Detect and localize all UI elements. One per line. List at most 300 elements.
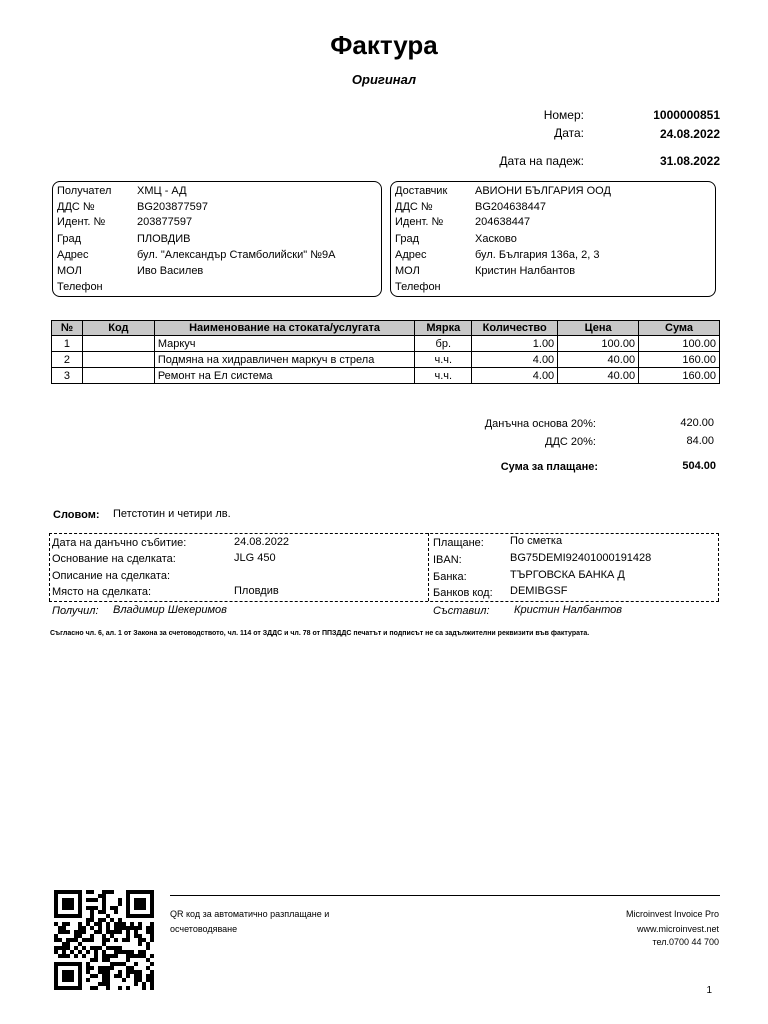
qr-module [66,898,70,902]
page-title: Фактура [330,30,438,60]
cell-number: 3 [52,368,83,384]
qr-module [66,974,70,978]
qr-module [150,978,154,982]
qr-module [78,942,82,946]
qr-module [134,906,138,910]
qr-module [138,906,142,910]
qr-module [114,926,118,930]
qr-module [134,926,138,930]
cell-unit: ч.ч. [415,368,472,384]
qr-module [138,898,142,902]
qr-module [94,922,98,926]
qr-module [106,890,110,894]
qr-module [106,954,110,958]
cell-price: 40.00 [558,352,639,368]
qr-module [110,946,114,950]
qr-module [70,890,74,894]
qr-module [58,946,62,950]
qr-module [86,890,90,894]
cell-quantity: 4.00 [472,368,558,384]
qr-module [150,954,154,958]
qr-module [78,982,82,986]
qr-module [78,910,82,914]
qr-module [142,914,146,918]
qr-module [126,926,130,930]
qr-module [78,930,82,934]
qr-module [126,890,130,894]
qr-module [62,946,66,950]
qr-module [70,970,74,974]
qr-module [118,922,122,926]
qr-module [126,894,130,898]
qr-module [102,894,106,898]
qr-module [106,922,110,926]
qr-module [94,974,98,978]
qr-module [130,890,134,894]
tax-event-date-value: 24.08.2022 [234,536,290,548]
qr-module [86,922,90,926]
qr-module [118,918,122,922]
qr-module [78,974,82,978]
cell-name: Маркуч [154,336,415,352]
qr-module [86,918,90,922]
qr-module [62,902,66,906]
qr-module [102,906,106,910]
qr-module [78,950,82,954]
qr-module [150,898,154,902]
qr-module [94,950,98,954]
qr-module [134,934,138,938]
qr-module [86,938,90,942]
qr-module [102,890,106,894]
qr-module [58,914,62,918]
qr-module [78,966,82,970]
qr-module [98,982,102,986]
qr-module [106,986,110,990]
supplier-row-id: Идент. № 204638447 [395,216,531,228]
invoice-date-value: 24.08.2022 [659,127,720,141]
qr-module [122,938,126,942]
qr-module [126,898,130,902]
qr-module [126,966,130,970]
qr-module [142,950,146,954]
recipient-row-address: Адрес бул. "Александър Стамболийски" №9А [57,249,336,261]
tax-base-label: Данъчна основа 20%: [484,418,596,430]
qr-module [118,974,122,978]
qr-module [146,914,150,918]
qr-module [66,962,70,966]
qr-module [138,890,142,894]
qr-module [86,906,90,910]
qr-module [138,950,142,954]
qr-module [58,938,62,942]
qr-module [98,910,102,914]
qr-module [106,978,110,982]
qr-module [126,986,130,990]
iban-value: BG75DEMI92401000191428 [510,552,652,564]
qr-module [130,922,134,926]
qr-module [130,926,134,930]
qr-module [134,890,138,894]
qr-module [138,954,142,958]
qr-module [94,946,98,950]
qr-module [106,982,110,986]
qr-module [126,914,130,918]
qr-module [146,966,150,970]
due-date-label: Дата на падеж: [499,154,584,168]
qr-module [90,898,94,902]
cell-sum: 160.00 [639,352,720,368]
qr-module [66,938,70,942]
qr-module [106,966,110,970]
details-left-border [49,533,50,601]
qr-caption-line1: QR код за автоматично разплащане и [170,909,330,919]
cell-number: 2 [52,352,83,368]
recipient-row-city: Град ПЛОВДИВ [57,233,191,245]
qr-module [106,938,110,942]
qr-module [82,926,86,930]
qr-module [98,922,102,926]
qr-module [54,962,58,966]
qr-module [142,982,146,986]
qr-module [90,890,94,894]
qr-module [54,902,58,906]
qr-module [102,918,106,922]
qr-module [130,970,134,974]
legal-note: Съгласно чл. 6, ал. 1 от Закона за счетоводството, чл. 114 от ЗДДС и чл. 78 от ППЗДДС печатът и подписът не са задължителни реквизити във фактурата. [50,630,590,637]
col-header-code: Код [82,321,154,336]
items-table [51,320,720,384]
qr-module [70,950,74,954]
qr-module [94,954,98,958]
qr-module [62,906,66,910]
qr-module [126,954,130,958]
qr-module [146,958,150,962]
supplier-row-city: Град Хасково [395,233,517,245]
recipient-box [52,181,382,297]
qr-module [102,966,106,970]
qr-module [78,926,82,930]
qr-module [142,954,146,958]
qr-module [90,958,94,962]
qr-module [78,978,82,982]
qr-module [138,902,142,906]
qr-module [78,934,82,938]
qr-module [70,962,74,966]
qr-module [82,930,86,934]
qr-module [126,950,130,954]
details-top-border [49,533,719,534]
qr-module [150,938,154,942]
qr-module [70,938,74,942]
qr-module [150,902,154,906]
qr-module [102,974,106,978]
qr-module [78,894,82,898]
qr-module [78,898,82,902]
qr-module [114,938,118,942]
qr-module [114,954,118,958]
qr-module [70,974,74,978]
tax-event-date-label: Дата на данъчно събитие: [52,537,187,549]
qr-module [70,898,74,902]
footer-divider [170,895,720,896]
qr-module [106,926,110,930]
cell-sum: 100.00 [639,336,720,352]
qr-module [74,890,78,894]
qr-module [66,942,70,946]
qr-module [102,970,106,974]
qr-module [74,934,78,938]
qr-module [90,966,94,970]
qr-module [150,986,154,990]
qr-module [62,986,66,990]
qr-module [130,914,134,918]
qr-module [150,974,154,978]
bank-code-label: Банков код: [433,587,493,599]
items-header-row [52,321,720,336]
cell-price: 40.00 [558,368,639,384]
deal-place-label: Място на сделката: [52,586,152,598]
qr-module [70,978,74,982]
qr-module [78,902,82,906]
qr-module [54,894,58,898]
qr-module [90,926,94,930]
qr-module [70,914,74,918]
supplier-row-phone: Телефон [395,281,441,293]
qr-module [90,906,94,910]
qr-module [142,898,146,902]
invoice-date-label: Дата: [554,126,584,140]
qr-module [146,978,150,982]
col-header-number: № [52,321,83,336]
qr-module [102,898,106,902]
qr-module [118,946,122,950]
qr-module [98,970,102,974]
qr-module [110,930,114,934]
qr-module [130,950,134,954]
qr-module [134,898,138,902]
qr-module [74,930,78,934]
qr-module [66,890,70,894]
qr-module [126,934,130,938]
qr-module [126,970,130,974]
qr-module [122,962,126,966]
qr-module [98,966,102,970]
qr-module [102,950,106,954]
cell-code [82,336,154,352]
qr-module [58,962,62,966]
qr-module [54,978,58,982]
qr-module [58,926,62,930]
qr-module [114,922,118,926]
in-words-label: Словом: [53,509,100,521]
qr-module [86,950,90,954]
qr-module [114,974,118,978]
recipient-row-phone: Телефон [57,281,103,293]
qr-module [134,970,138,974]
qr-module [98,894,102,898]
qr-module [54,934,58,938]
qr-module [118,902,122,906]
qr-module [86,898,90,902]
qr-module [118,986,122,990]
qr-module [74,938,78,942]
qr-module [102,934,106,938]
document-subtitle: Оригинал [351,72,417,87]
qr-module [90,938,94,942]
qr-module [150,934,154,938]
compiled-by-label: Съставил: [433,605,490,617]
details-right-border [718,533,719,601]
qr-module [70,986,74,990]
qr-module [62,914,66,918]
qr-module [54,946,58,950]
qr-module [90,934,94,938]
qr-module [106,914,110,918]
qr-module [62,978,66,982]
qr-module [146,946,150,950]
software-name: Microinvest Invoice Pro [625,909,719,919]
qr-module [66,954,70,958]
qr-module [62,922,66,926]
qr-module [54,898,58,902]
qr-module [82,938,86,942]
qr-module [90,974,94,978]
qr-module [138,926,142,930]
in-words-value: Петстотин и четири лв. [113,508,231,520]
qr-module [122,950,126,954]
qr-module [138,934,142,938]
qr-module [82,954,86,958]
qr-module [146,942,150,946]
supplier-row-address: Адрес бул. България 136а, 2, 3 [395,249,600,261]
qr-module [126,906,130,910]
qr-module [146,930,150,934]
qr-module [98,930,102,934]
qr-module [62,962,66,966]
qr-module [66,914,70,918]
qr-module [126,938,130,942]
qr-module [66,902,70,906]
qr-module [122,922,126,926]
qr-module [150,970,154,974]
qr-module [146,974,150,978]
qr-module [90,946,94,950]
total-payable-label: Сума за плащане: [500,461,598,473]
qr-module [114,910,118,914]
qr-module [110,890,114,894]
qr-module [98,918,102,922]
invoice-number-label: Номер: [543,108,584,122]
recipient-row-vat: ДДС № BG203877597 [57,201,208,213]
qr-module [54,982,58,986]
qr-module [110,918,114,922]
qr-module [58,954,62,958]
qr-module [58,890,62,894]
received-by-label: Получил: [52,605,99,617]
qr-module [62,954,66,958]
compiled-by-value: Кристин Налбантов [514,604,623,616]
qr-module [138,970,142,974]
qr-module [106,974,110,978]
qr-module [74,954,78,958]
qr-module [150,962,154,966]
iban-label: IBAN: [433,554,462,566]
qr-module [118,970,122,974]
cell-price: 100.00 [558,336,639,352]
qr-module [150,910,154,914]
qr-module [106,970,110,974]
cell-sum: 160.00 [639,368,720,384]
qr-module [78,962,82,966]
vat-value: 84.00 [686,435,714,447]
qr-module [134,978,138,982]
qr-module [62,942,66,946]
qr-module [90,914,94,918]
qr-module [62,950,66,954]
cell-code [82,352,154,368]
tax-base-value: 420.00 [680,417,714,429]
qr-caption-line2: осчетоводяване [170,924,238,934]
qr-module [142,938,146,942]
software-website: www.microinvest.net [636,924,719,934]
qr-module [54,922,58,926]
qr-module [138,938,142,942]
qr-module [62,930,66,934]
qr-module [142,902,146,906]
qr-module [150,914,154,918]
qr-module [102,978,106,982]
qr-code-image [52,890,156,990]
qr-module [134,974,138,978]
qr-module [90,918,94,922]
qr-module [78,914,82,918]
qr-module [82,946,86,950]
qr-module [78,986,82,990]
qr-module [58,930,62,934]
qr-module [62,974,66,978]
qr-module [54,970,58,974]
qr-module [74,946,78,950]
supplier-row-manager: МОЛ Кристин Налбантов [395,265,576,277]
qr-module [122,978,126,982]
qr-module [86,978,90,982]
qr-module [94,906,98,910]
qr-module [54,906,58,910]
page-number: 1 [706,985,712,996]
supplier-row-vat: ДДС № BG204638447 [395,201,546,213]
deal-place-value: Пловдив [234,585,279,597]
cell-name: Подмяна на хидравличен маркуч в стрела [154,352,415,368]
qr-module [110,954,114,958]
qr-module [102,910,106,914]
qr-module [118,950,122,954]
qr-module [98,946,102,950]
qr-module [102,942,106,946]
deal-basis-label: Основание на сделката: [52,553,176,565]
qr-module [126,902,130,906]
qr-module [98,926,102,930]
qr-module [110,966,114,970]
details-middle-border [428,533,429,601]
qr-module [142,986,146,990]
qr-module [114,950,118,954]
table-row [52,352,720,368]
qr-module [114,906,118,910]
qr-module [70,902,74,906]
qr-module [114,930,118,934]
qr-module [150,926,154,930]
